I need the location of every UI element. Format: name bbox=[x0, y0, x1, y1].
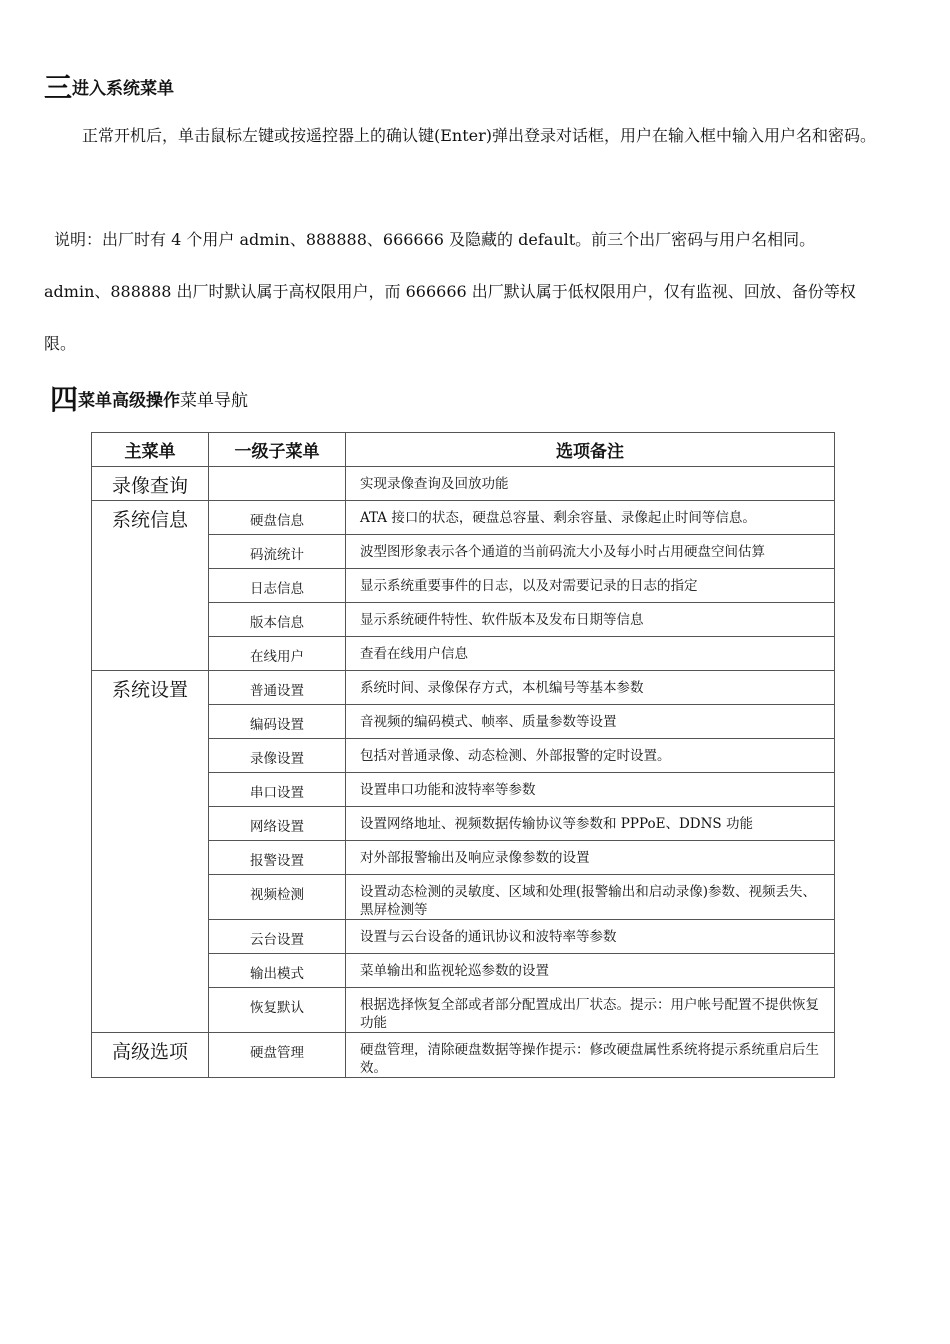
note-paragraph bbox=[44, 214, 884, 370]
section-4-heading bbox=[50, 378, 248, 418]
column-header: 主菜单 bbox=[92, 433, 209, 467]
column-header: 一级子菜单 bbox=[209, 433, 346, 467]
note-cell: 菜单输出和监视轮巡参数的设置 bbox=[346, 954, 835, 988]
column-header: 选项备注 bbox=[346, 433, 835, 467]
submenu-cell: 硬盘管理 bbox=[209, 1033, 346, 1078]
main-menu-cell: 系统信息 bbox=[92, 501, 209, 671]
note-cell: 显示系统重要事件的日志，以及对需要记录的日志的指定 bbox=[346, 569, 835, 603]
intro-paragraph: 正常开机后，单击鼠标左键或按遥控器上的确认键(Enter)弹出登录对话框，用户在输入框中输入用户名和密码。 bbox=[82, 126, 877, 145]
note-line-1: 说明：出厂时有 4 个用户 admin、888888、666666 及隐藏的 default。前三个出厂密码与用户名相同。 bbox=[54, 230, 816, 249]
note-cell: 根据选择恢复全部或者部分配置成出厂状态。提示：用户帐号配置不提供恢复功能 bbox=[346, 988, 835, 1033]
submenu-cell: 普通设置 bbox=[209, 671, 346, 705]
note-cell: 波型图形象表示各个通道的当前码流大小及每小时占用硬盘空间估算 bbox=[346, 535, 835, 569]
table-header-row bbox=[92, 433, 835, 467]
main-menu-cell: 录像查询 bbox=[92, 467, 209, 501]
section-number: 四 bbox=[50, 383, 79, 416]
section-3-heading bbox=[44, 66, 174, 106]
submenu-cell: 报警设置 bbox=[209, 841, 346, 875]
main-menu-cell bbox=[92, 920, 209, 1033]
submenu-cell bbox=[209, 467, 346, 501]
note-line-2: admin、888888 出厂时默认属于高权限用户，而 666666 出厂默认属于低权限用户，仅有监视、回放、备份等权限。 bbox=[44, 282, 856, 353]
submenu-cell: 在线用户 bbox=[209, 637, 346, 671]
note-cell: 硬盘管理，清除硬盘数据等操作提示：修改硬盘属性系统将提示系统重启后生效。 bbox=[346, 1033, 835, 1078]
table-row bbox=[92, 920, 835, 954]
note-cell: 显示系统硬件特性、软件版本及发布日期等信息 bbox=[346, 603, 835, 637]
submenu-cell: 码流统计 bbox=[209, 535, 346, 569]
submenu-cell: 网络设置 bbox=[209, 807, 346, 841]
note-cell: 设置动态检测的灵敏度、区域和处理(报警输出和启动录像)参数、视频丢失、黑屏检测等 bbox=[346, 875, 835, 920]
submenu-cell: 恢复默认 bbox=[209, 988, 346, 1033]
table-row bbox=[92, 501, 835, 535]
note-cell: 查看在线用户信息 bbox=[346, 637, 835, 671]
note-cell: 对外部报警输出及响应录像参数的设置 bbox=[346, 841, 835, 875]
note-cell: 设置串口功能和波特率等参数 bbox=[346, 773, 835, 807]
note-cell: 音视频的编码模式、帧率、质量参数等设置 bbox=[346, 705, 835, 739]
table-row bbox=[92, 467, 835, 501]
note-cell: 设置网络地址、视频数据传输协议等参数和 PPPoE、DDNS 功能 bbox=[346, 807, 835, 841]
section-title-normal: 菜单导航 bbox=[180, 391, 249, 411]
submenu-cell: 版本信息 bbox=[209, 603, 346, 637]
section-title-bold: 菜单高级操作 bbox=[78, 391, 181, 411]
note-cell: 实现录像查询及回放功能 bbox=[346, 467, 835, 501]
section-number: 三 bbox=[44, 71, 73, 104]
table-row bbox=[92, 671, 835, 705]
submenu-cell: 串口设置 bbox=[209, 773, 346, 807]
submenu-cell: 录像设置 bbox=[209, 739, 346, 773]
note-cell: 包括对普通录像、动态检测、外部报警的定时设置。 bbox=[346, 739, 835, 773]
note-cell: 系统时间、录像保存方式，本机编号等基本参数 bbox=[346, 671, 835, 705]
note-cell: 设置与云台设备的通讯协议和波特率等参数 bbox=[346, 920, 835, 954]
menu-navigation-table bbox=[91, 432, 835, 1078]
note-cell: ATA 接口的状态，硬盘总容量、剩余容量、录像起止时间等信息。 bbox=[346, 501, 835, 535]
main-menu-cell: 高级选项 bbox=[92, 1033, 209, 1078]
table-row bbox=[92, 1033, 835, 1078]
submenu-cell: 硬盘信息 bbox=[209, 501, 346, 535]
submenu-cell: 编码设置 bbox=[209, 705, 346, 739]
submenu-cell: 云台设置 bbox=[209, 920, 346, 954]
submenu-cell: 日志信息 bbox=[209, 569, 346, 603]
main-menu-cell: 系统设置 bbox=[92, 671, 209, 920]
submenu-cell: 视频检测 bbox=[209, 875, 346, 920]
submenu-cell: 输出模式 bbox=[209, 954, 346, 988]
section-title: 进入系统菜单 bbox=[72, 79, 175, 99]
